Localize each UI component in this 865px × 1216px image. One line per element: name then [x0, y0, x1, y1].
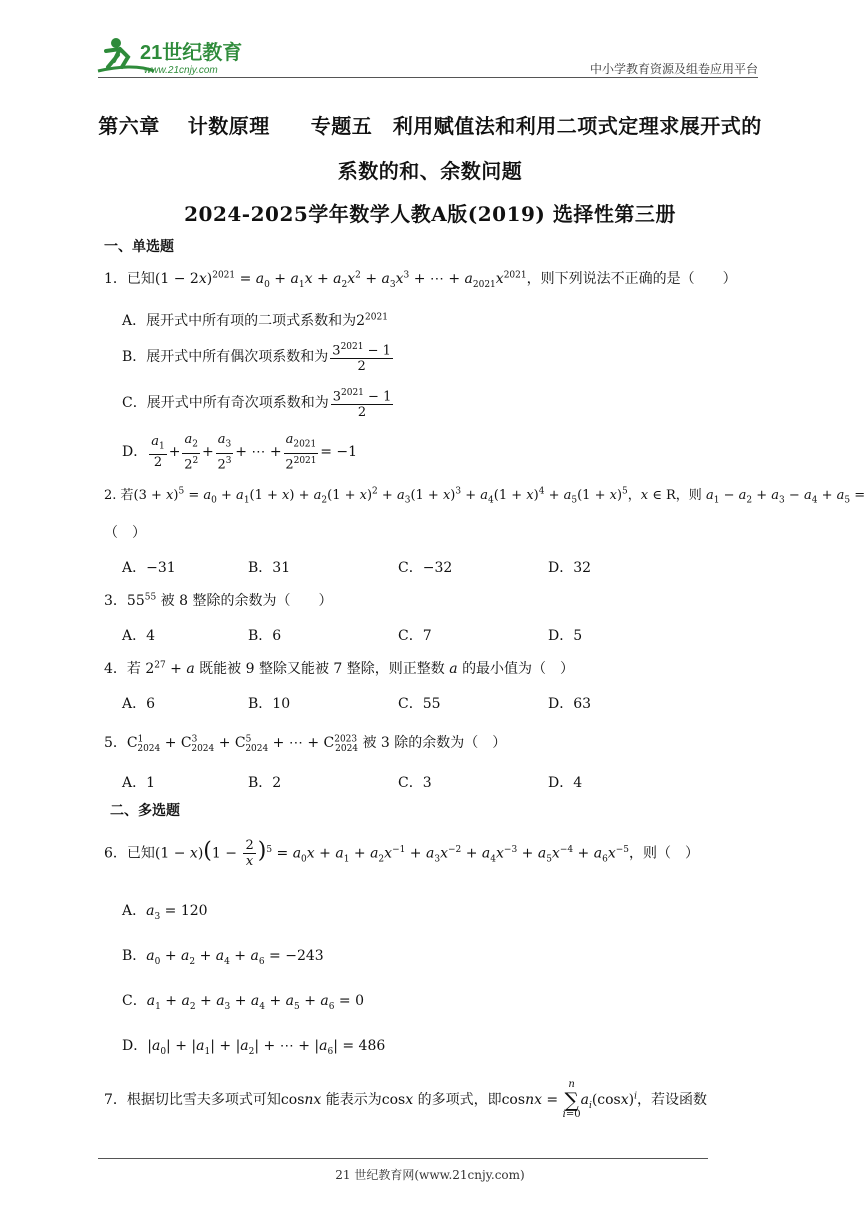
q5-option-c[interactable]: C．3 — [398, 775, 432, 791]
doc-title-line3: 2024-2025学年数学人教A版(2019) 选择性第三册 — [184, 202, 676, 226]
q4-tail: 的最小值为（ ） — [462, 661, 575, 677]
q5-text: 被 3 除的余数为（ ） — [362, 735, 507, 751]
question-2: 2. 若$(3 + x)^5 = a_0 + a_1(1 + x) + a_2(1 + x)^2 + a_3(1 + x)^3 + a_4(1 + x)^4 + a_5(1 + x)^5$，x ∈ R，则 $a_1 - a_2 + a_3 - a_4 + a_5$ = — [104, 486, 865, 506]
q2-continuation: （ ） — [104, 525, 146, 541]
q4-text: 既能被 9 整除又能被 7 整除，则正整数 — [199, 661, 445, 677]
doc-title-line2: 系数的和、余数问题 — [337, 159, 523, 183]
q6-option-b[interactable]: B．$a_0 + a_2 + a_4 + a_6 = -243$ — [122, 948, 324, 967]
header-divider — [98, 77, 758, 78]
footer-text[interactable]: 21 世纪教育网(www.21cnjy.com) — [335, 1168, 525, 1182]
section-multiple-choice: 二、多选题 — [110, 803, 180, 819]
logo-sub-text: www.21cnjy.com — [144, 65, 218, 76]
q6-option-d[interactable]: D．$|a_0| + |a_1| + |a_2|$ + ⋯ + $|a_6| = 486$ — [122, 1038, 386, 1057]
q4-option-a[interactable]: A．6 — [122, 696, 156, 712]
q6-tail: ，则（ ） — [629, 845, 700, 862]
q7-text: 7．根据切比雪夫多项式可知 — [104, 1092, 281, 1108]
footer-divider — [98, 1158, 708, 1159]
q5-option-d[interactable]: D．4 — [548, 775, 583, 791]
q1-option-c[interactable]: C．展开式中所有奇次项系数和为 $\frac{3^{2021} - 1}{2}$ — [122, 388, 392, 421]
q6-option-c[interactable]: C．$a_1 + a_2 + a_3 + a_4 + a_5 + a_6 = 0$ — [122, 993, 365, 1012]
q6-option-a[interactable]: A．$a_3 = 120$ — [122, 903, 208, 922]
section-single-choice: 一、单选题 — [104, 239, 174, 255]
doc-title-line1: 第六章 计数原理 专题五 利用赋值法和利用二项式定理求展开式的 — [98, 114, 762, 138]
q3-option-d[interactable]: D．5 — [548, 628, 583, 644]
q6-number: 6．已知 — [104, 845, 155, 862]
question-4: 4．若 $2^{27} + a$ 既能被 9 整除又能被 7 整除，则正整数 a 的最小值为（ ） — [104, 660, 575, 677]
q4-option-c[interactable]: C．55 — [398, 696, 441, 712]
logo-main-text: 21世纪教育 — [140, 42, 243, 64]
q4-option-b[interactable]: B．10 — [248, 696, 291, 712]
q2-option-d[interactable]: D．32 — [548, 560, 592, 576]
question-1: 1．已知$(1 - 2x)^{2021} = a_0 + a_1x + a_2x^2 + a_3x^3$ + ⋯ + $a_{2021}x^{2021}$，则下列说法不正确的是（ ） — [104, 270, 737, 290]
q5-option-a[interactable]: A．1 — [122, 775, 156, 791]
q1-option-d[interactable]: D． $\frac{a_1}{2}$ + $\frac{a_2}{2^2}$ + $\frac{a_3}{2^3}$ + ⋯ + $\frac{a_{2021}}{2^{2021}}$ = −1 — [122, 432, 358, 472]
runner-logo-icon — [94, 33, 274, 77]
q3-option-b[interactable]: B．6 — [248, 628, 282, 644]
q2-option-c[interactable]: C．−32 — [398, 560, 453, 576]
question-7: 7．根据切比雪夫多项式可知cosnx 能表示为cosx 的多项式，即cosnx = n ∑ $i=0a_i(\cos x)^i$，若设函数 — [104, 1079, 708, 1120]
header-platform-text: 中小学教育资源及组卷应用平台 — [589, 62, 758, 76]
question-3: 3．$55^{55}$ 被 8 整除的余数为（ ） — [104, 592, 333, 609]
q7-tail: ，若设函数 — [637, 1092, 708, 1108]
q2-number: 2. 若 — [104, 488, 134, 503]
q1-option-b[interactable]: B．展开式中所有偶次项系数和为 $\frac{3^{2021} - 1}{2}$ — [122, 342, 391, 375]
q1-number: 1．已知 — [104, 271, 155, 287]
q3-option-a[interactable]: A．4 — [122, 628, 156, 644]
q1-option-a[interactable]: A．展开式中所有项的二项式系数和为$2^{2021}$ — [122, 312, 388, 329]
q2-option-b[interactable]: B．31 — [248, 560, 291, 576]
site-logo — [94, 33, 274, 77]
question-5: 5．$C^1_{2024} + C^3_{2024} + C^5_{2024}$ + ⋯ + $C^{2023}_{2024}$ 被 3 除的余数为（ ） — [104, 734, 507, 754]
q3-option-c[interactable]: C．7 — [398, 628, 432, 644]
q4-option-d[interactable]: D．63 — [548, 696, 592, 712]
q3-text: 被 8 整除的余数为（ ） — [160, 593, 333, 609]
question-6: 6．已知(1 − x)(1 − $\frac{2}{x}$ )$^5 = a_0x + a_1 + a_2x^{-1} + a_3x^{-2} + a_4x^{-3} + a_5x^{-4} + a_6x^{-5}$，则（ ） — [104, 838, 700, 869]
q5-option-b[interactable]: B．2 — [248, 775, 282, 791]
q1-tail: ，则下列说法不正确的是（ ） — [526, 271, 737, 287]
q2-option-a[interactable]: A．−31 — [122, 560, 176, 576]
